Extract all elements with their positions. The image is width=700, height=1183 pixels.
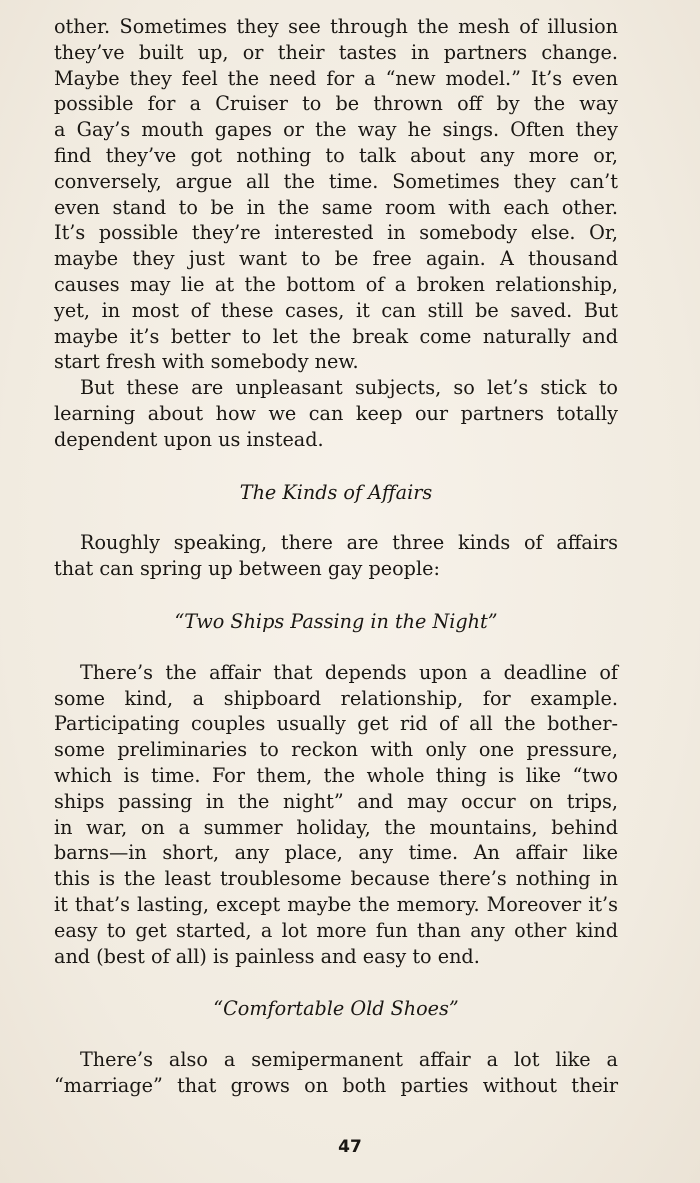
- text-line: Maybe they feel the need for a “new model.” It’s even: [54, 66, 618, 90]
- text-line: maybe it’s better to let the break come naturally and: [54, 324, 618, 348]
- text-line: other. Sometimes they see through the mesh of illusion: [54, 15, 618, 38]
- text-line: There’s the affair that depends upon a deadline of: [80, 660, 618, 684]
- text-line: causes may lie at the bottom of a broken relationship,: [54, 272, 618, 296]
- subheading-two-ships: “Two Ships Passing in the Night”: [174, 609, 498, 633]
- text-line: this is the least troublesome because there’s nothing in: [54, 867, 618, 891]
- text-line: a Gay’s mouth gapes or the way he sings. Often they: [54, 118, 618, 142]
- text-line: even stand to be in the same room with each other.: [54, 195, 618, 219]
- text-line: conversely, argue all the time. Sometimes they can’t: [54, 169, 618, 193]
- text-line: Participating couples usually get rid of all the bother-: [54, 712, 618, 736]
- text-line: There’s also a semipermanent affair a lot like a: [80, 1048, 618, 1072]
- paragraph-4: [54, 660, 618, 970]
- text-line: find they’ve got nothing to talk about any more or,: [54, 143, 618, 167]
- text-line: and (best of all) is painless and easy to end.: [54, 944, 480, 968]
- page-number: 47: [338, 1137, 362, 1157]
- text-line: some preliminaries to reckon with only one pressure,: [54, 738, 618, 762]
- text-line: But these are unpleasant subjects, so let’s stick to: [80, 376, 618, 400]
- text-line: learning about how we can keep our partners totally: [54, 401, 618, 425]
- text-line: maybe they just want to be free again. A thousand: [54, 247, 618, 271]
- section-heading-kinds-of-affairs: The Kinds of Affairs: [239, 480, 433, 504]
- paragraph-5: [54, 1047, 618, 1099]
- page-text: [54, 14, 618, 1099]
- text-line: ships passing in the night” and may occur on trips,: [54, 789, 618, 813]
- text-line: Roughly speaking, there are three kinds of affairs: [80, 531, 618, 555]
- text-line: some kind, a shipboard relationship, for example.: [54, 686, 618, 710]
- text-line: start fresh with somebody new.: [54, 350, 359, 374]
- text-line: in war, on a summer holiday, the mountains, behind: [54, 815, 618, 839]
- text-line: it that’s lasting, except maybe the memory. Moreover it’s: [54, 892, 618, 916]
- text-line: “marriage” that grows on both parties without their: [54, 1073, 618, 1097]
- text-line: possible for a Cruiser to be thrown off by the way: [54, 92, 618, 116]
- text-line: It’s possible they’re interested in somebody else. Or,: [54, 221, 618, 245]
- text-line: barns—in short, any place, any time. An affair like: [54, 841, 618, 865]
- paragraph-1: [54, 14, 618, 375]
- paragraph-2: [54, 375, 618, 452]
- paragraph-3: [54, 530, 618, 582]
- text-line: easy to get started, a lot more fun than any other kind: [54, 918, 618, 942]
- text-line: which is time. For them, the whole thing is like “two: [54, 763, 618, 787]
- text-line: dependent upon us instead.: [54, 427, 324, 451]
- text-line: yet, in most of these cases, it can still be saved. But: [54, 298, 618, 322]
- subheading-comfortable-old-shoes: “Comfortable Old Shoes”: [213, 997, 459, 1021]
- text-line: that can spring up between gay people:: [54, 557, 440, 581]
- text-line: they’ve built up, or their tastes in partners change.: [54, 40, 618, 64]
